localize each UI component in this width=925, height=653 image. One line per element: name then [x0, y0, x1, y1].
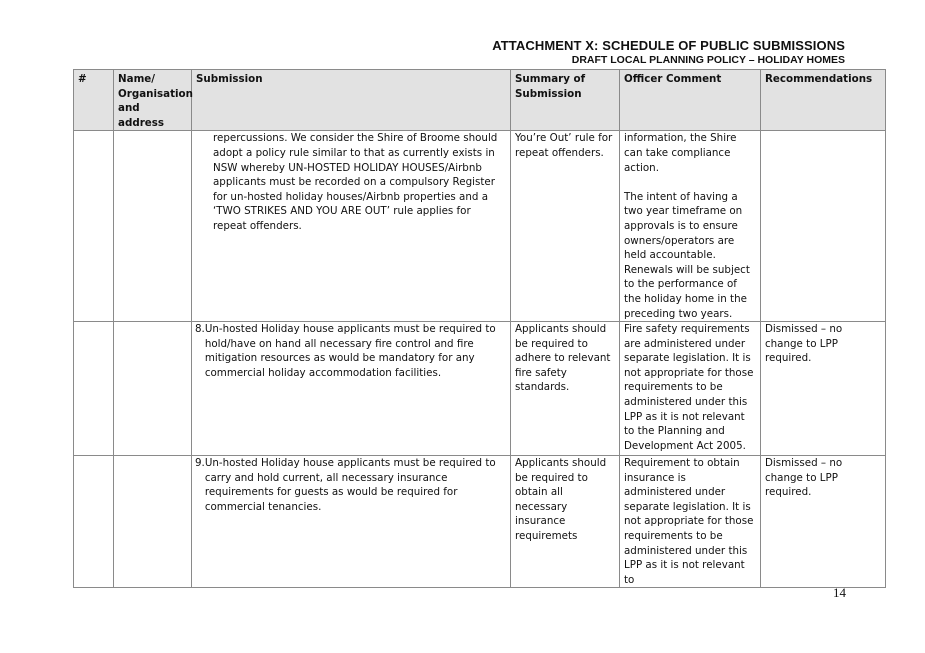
cell-summary: You’re Out’ rule for repeat offenders.	[511, 131, 620, 322]
cell-name	[114, 131, 192, 322]
cell-number	[74, 322, 114, 456]
officer-comment-paragraph: information, the Shire can take compliance action.	[624, 132, 737, 174]
submission-text: Un-hosted Holiday house applicants must be required to hold/have on hand all necessary fire control and fire mitigation resources as would be mandatory for any commercial holiday accommodation facilities.	[204, 323, 496, 379]
submission-text: repercussions. We consider the Shire of Broome should adopt a policy rule similar to that as currently exists in NSW whereby UN-HOSTED HOLIDAY HOUSES/Airbnb applicants must be recorded on a compulsory Register for un-hosted holiday houses/Airbnb properties and a ‘TWO STRIKES AND YOU ARE OUT’ rule applies for repeat offenders.	[213, 132, 498, 232]
column-header-name: Name/ Organisation and address	[114, 70, 192, 131]
submissions-table	[73, 69, 886, 588]
table-row	[74, 131, 886, 322]
cell-summary: Applicants should be required to adhere to relevant fire safety standards.	[511, 322, 620, 456]
officer-comment-paragraph: The intent of having a two year timeframe on approvals is to ensure owners/operators are held accountable. Renewals will be subject to the performance of the holiday home in the preceding two years.	[624, 190, 750, 320]
cell-officer-comment	[620, 131, 761, 322]
column-header-submission: Submission	[192, 70, 511, 131]
cell-number	[74, 131, 114, 322]
document-title: ATTACHMENT X: SCHEDULE OF PUBLIC SUBMISSIONS	[492, 38, 845, 53]
cell-name	[114, 322, 192, 456]
column-header-summary: Summary of Submission	[511, 70, 620, 131]
item-number: 9.	[195, 457, 205, 470]
column-header-number: #	[74, 70, 114, 131]
cell-recommendation: Dismissed – no change to LPP required.	[761, 322, 886, 456]
column-header-officer-comment: Officer Comment	[620, 70, 761, 131]
table-row	[74, 456, 886, 588]
table-header-row	[74, 70, 886, 131]
column-header-recommendations: Recommendations	[761, 70, 886, 131]
cell-officer-comment: Fire safety requirements are administered under separate legislation. It is not appropriate for those requirements to be administered under this LPP as it is not relevant to the Planning and Development Act 2005.	[620, 322, 761, 456]
cell-submission	[192, 131, 511, 322]
document-subtitle: DRAFT LOCAL PLANNING POLICY – HOLIDAY HOMES	[571, 54, 845, 66]
submission-text: Un-hosted Holiday house applicants must be required to carry and hold current, all necessary insurance requirements for guests as would be required for commercial tenancies.	[204, 457, 496, 513]
cell-number	[74, 456, 114, 588]
cell-recommendation	[761, 131, 886, 322]
cell-officer-comment: Requirement to obtain insurance is administered under separate legislation. It is not appropriate for those requirements to be administered under this LPP as it is not relevant to	[620, 456, 761, 588]
cell-submission	[192, 456, 511, 588]
table-row	[74, 322, 886, 456]
cell-submission	[192, 322, 511, 456]
cell-summary: Applicants should be required to obtain all necessary insurance requiremets	[511, 456, 620, 588]
cell-recommendation: Dismissed – no change to LPP required.	[761, 456, 886, 588]
item-number: 8.	[195, 323, 205, 336]
cell-name	[114, 456, 192, 588]
page-number: 14	[833, 585, 846, 600]
